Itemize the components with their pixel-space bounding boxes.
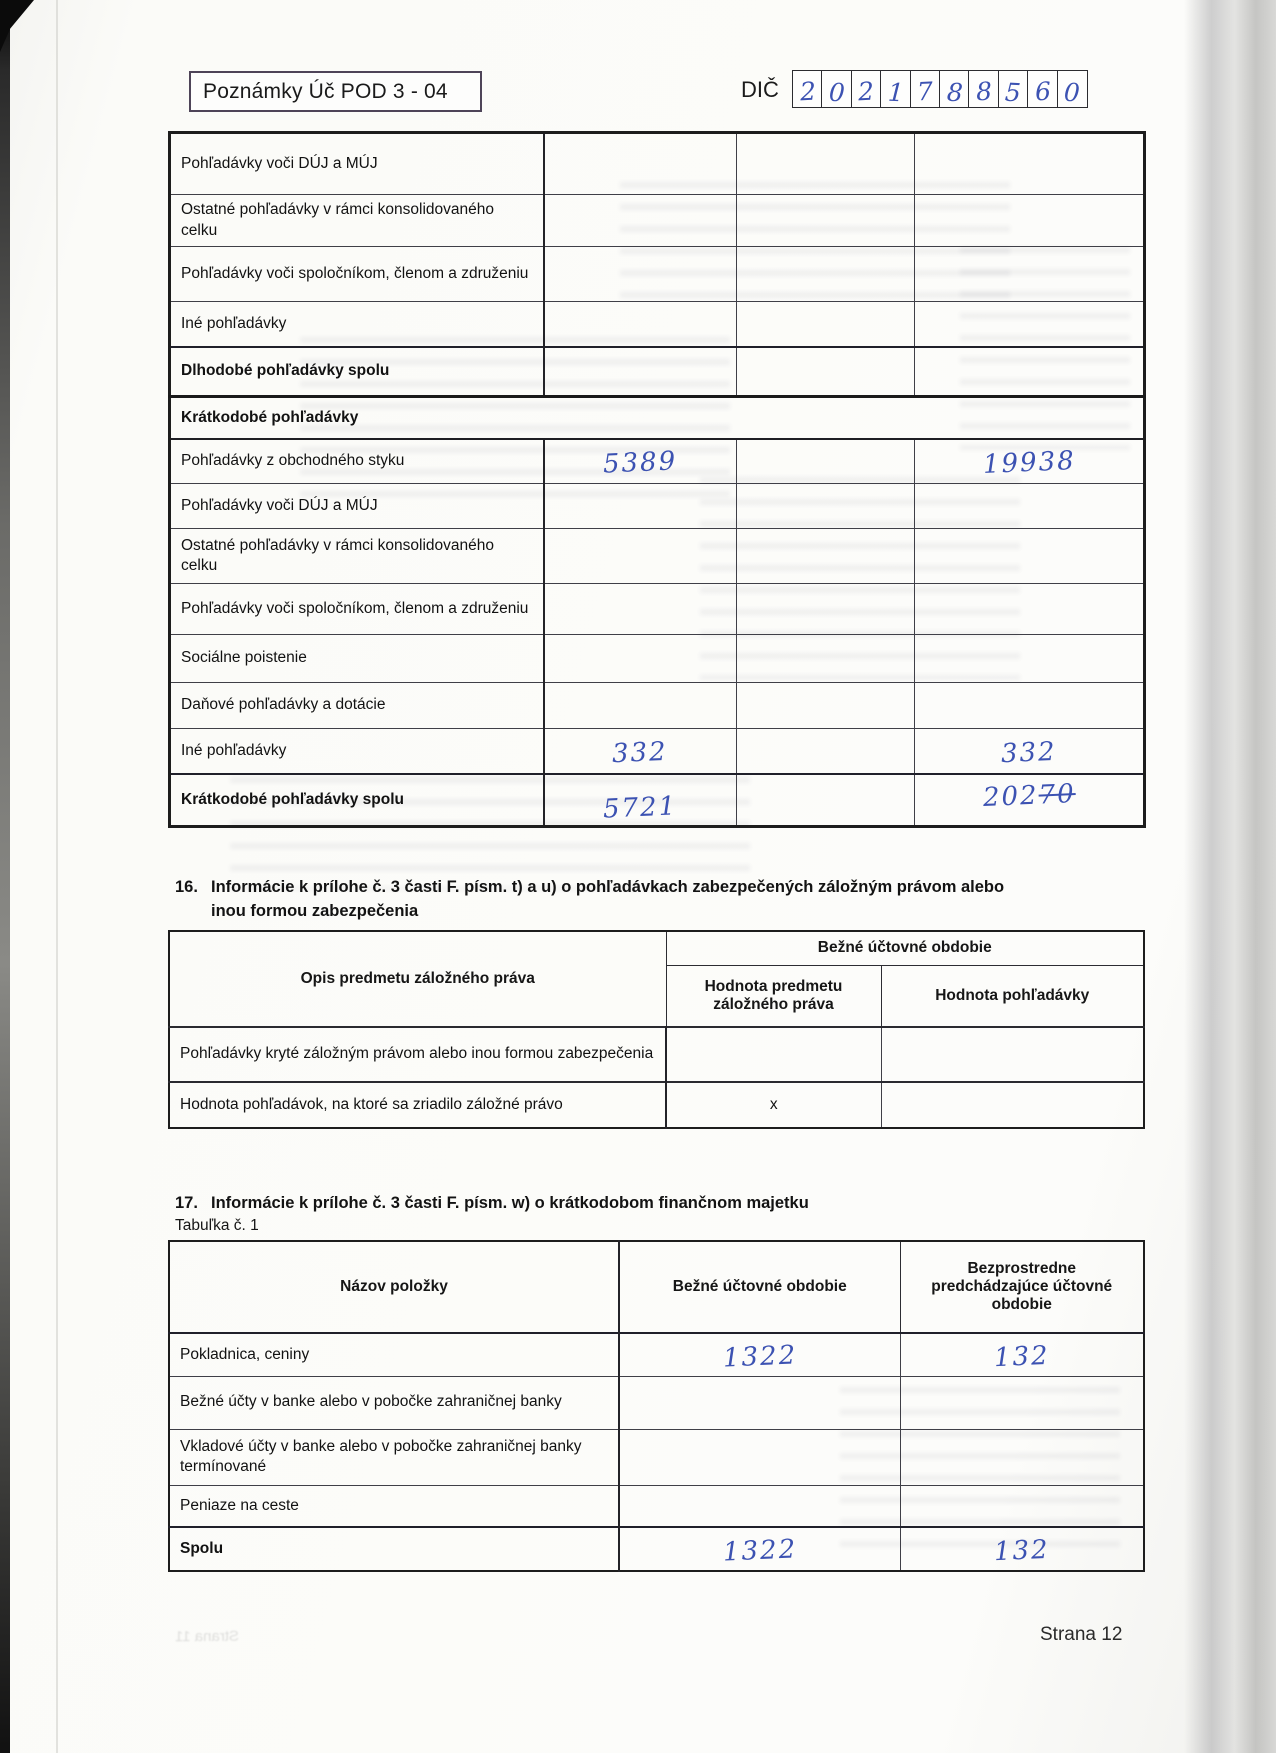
handwritten-value: 1322 xyxy=(722,1339,798,1374)
value-cell xyxy=(544,529,737,584)
value-cell xyxy=(915,584,1145,635)
value-cell xyxy=(737,347,915,397)
value-cell xyxy=(915,302,1145,347)
row-label-cell: Pohľadávky voči DÚJ a MÚJ xyxy=(170,133,544,195)
page-fold-line-artifact xyxy=(56,0,58,1753)
row-label-cell: Daňové pohľadávky a dotácie xyxy=(170,683,544,729)
row-label-cell: Pohľadávky z obchodného styku xyxy=(170,439,544,484)
row-label-cell: Ostatné pohľadávky v rámci konsolidovaného celku xyxy=(170,195,544,247)
dic-digit: 8 xyxy=(945,77,964,107)
value-cell xyxy=(619,1527,900,1571)
value-cell xyxy=(900,1527,1144,1571)
row-label-cell: Hodnota pohľadávok, na ktoré sa zriadilo záložné právo xyxy=(169,1082,666,1128)
value-cell xyxy=(915,484,1145,529)
value-cell xyxy=(915,635,1145,683)
row-label-cell: Bežné účty v banke alebo v pobočke zahraničnej banky xyxy=(169,1376,619,1429)
pledged-receivables-table xyxy=(168,930,1145,1129)
dic-cell xyxy=(851,70,882,108)
dic-cell xyxy=(880,70,911,108)
value-cell xyxy=(900,1485,1144,1527)
value-cell xyxy=(737,195,915,247)
dic-cell xyxy=(968,70,999,108)
handwritten-value-struck: 70 xyxy=(1037,778,1076,811)
dic-cell xyxy=(939,70,970,108)
dic-digit: 7 xyxy=(916,76,934,106)
value-cell xyxy=(544,302,737,347)
column-header: Názov položky xyxy=(169,1241,619,1333)
value-cell xyxy=(544,584,737,635)
dic-cell xyxy=(998,70,1029,108)
value-cell xyxy=(544,439,737,484)
row-label-cell: Ostatné pohľadávky v rámci konsolidovaného celku xyxy=(170,529,544,584)
receivables-table xyxy=(168,131,1146,828)
row-label-cell: Pokladnica, ceniny xyxy=(169,1333,619,1376)
handwritten-value: 332 xyxy=(1000,736,1058,769)
value-cell xyxy=(619,1376,900,1429)
row-label-cell: Krátkodobé pohľadávky spolu xyxy=(170,774,544,827)
value-cell xyxy=(915,683,1145,729)
section17-heading xyxy=(175,1192,1033,1216)
value-cell xyxy=(737,729,915,774)
value-cell xyxy=(544,247,737,302)
value-cell xyxy=(737,584,915,635)
value-cell: x xyxy=(666,1082,881,1128)
row-label-cell: Pohľadávky voči DÚJ a MÚJ xyxy=(170,484,544,529)
page-number: Strana 12 xyxy=(1040,1624,1123,1645)
value-cell xyxy=(915,529,1145,584)
row-label-cell: Spolu xyxy=(169,1527,619,1571)
column-header: Bežné účtovné obdobie xyxy=(619,1241,900,1333)
dic-digit: 0 xyxy=(1063,77,1081,107)
value-cell xyxy=(915,729,1145,774)
dic-cell xyxy=(910,70,941,108)
dic-digit: 2 xyxy=(798,76,817,106)
row-label-cell: Pohľadávky kryté záložným právom alebo inou formou zabezpečenia xyxy=(169,1027,666,1082)
section17-heading-text: Informácie k prílohe č. 3 časti F. písm. w) o krátkodobom finančnom majetku xyxy=(211,1194,809,1212)
handwritten-value: 132 xyxy=(993,1340,1051,1373)
dic-digit: 8 xyxy=(975,76,993,106)
dic-digit: 1 xyxy=(886,77,905,107)
value-cell xyxy=(737,635,915,683)
bleed-through-page-number: Strana 11 xyxy=(174,1627,240,1646)
column-header: Opis predmetu záložného práva xyxy=(169,931,666,1027)
form-title-box xyxy=(189,71,482,112)
value-cell xyxy=(544,635,737,683)
dic-digit: 2 xyxy=(857,76,876,106)
handwritten-value: 5721 xyxy=(602,790,678,825)
value-cell xyxy=(544,484,737,529)
row-label-cell: Pohľadávky voči spoločníkom, členom a združeniu xyxy=(170,584,544,635)
row-label-cell: Vkladové účty v banke alebo v pobočke zahraničnej banky termínované xyxy=(169,1429,619,1485)
handwritten-value: 1322 xyxy=(722,1534,798,1568)
value-cell xyxy=(915,133,1145,195)
dic-digit: 0 xyxy=(828,77,846,107)
value-cell xyxy=(619,1485,900,1527)
handwritten-value: 332 xyxy=(611,736,669,769)
section16-heading-text: Informácie k prílohe č. 3 časti F. písm. t) a u) o pohľadávkach zabezpečených záložným právom alebo inou formou zabezpečenia xyxy=(211,878,1005,920)
form-title: Poznámky Úč POD 3 - 04 xyxy=(203,79,448,103)
handwritten-value: 132 xyxy=(993,1534,1051,1568)
section16-heading xyxy=(175,876,1033,924)
dic-cell xyxy=(1027,70,1058,108)
handwritten-value: 202 xyxy=(982,780,1039,813)
value-cell xyxy=(915,439,1145,484)
value-cell xyxy=(737,247,915,302)
value-cell xyxy=(619,1429,900,1485)
dic-digit: 6 xyxy=(1034,76,1052,106)
value-cell xyxy=(900,1333,1144,1376)
value-cell xyxy=(544,774,737,827)
value-cell xyxy=(737,439,915,484)
value-cell xyxy=(666,1027,881,1082)
column-header: Hodnota pohľadávky xyxy=(881,965,1144,1027)
value-cell xyxy=(900,1376,1144,1429)
dic-cell xyxy=(792,70,823,108)
dic-cell xyxy=(821,70,852,108)
dic-digit: 5 xyxy=(1004,77,1022,107)
column-header: Hodnota predmetu záložného práva xyxy=(666,965,881,1027)
value-cell xyxy=(737,302,915,347)
value-cell xyxy=(544,683,737,729)
row-label-cell: Peniaze na ceste xyxy=(169,1485,619,1527)
page-edge-right-shadow xyxy=(1184,0,1276,1753)
value-cell xyxy=(881,1082,1144,1128)
dic-digit-grid xyxy=(792,70,1088,108)
handwritten-value: 5389 xyxy=(602,446,678,480)
handwritten-value: 19938 xyxy=(982,446,1076,481)
value-cell xyxy=(915,347,1145,397)
table-caption: Tabuľka č. 1 xyxy=(175,1217,259,1234)
section-row-label: Krátkodobé pohľadávky xyxy=(170,397,1145,439)
value-cell xyxy=(544,133,737,195)
value-cell xyxy=(544,195,737,247)
value-cell xyxy=(915,195,1145,247)
value-cell xyxy=(737,133,915,195)
value-cell xyxy=(737,683,915,729)
column-header: Bezprostredne predchádzajúce účtovné obdobie xyxy=(900,1241,1144,1333)
value-cell xyxy=(915,774,1145,827)
value-cell xyxy=(900,1429,1144,1485)
short-term-financial-assets-table xyxy=(168,1240,1145,1572)
section17-number: 17. xyxy=(175,1194,198,1212)
row-label-cell: Pohľadávky voči spoločníkom, členom a združeniu xyxy=(170,247,544,302)
value-cell xyxy=(737,774,915,827)
value-cell xyxy=(544,347,737,397)
period-header: Bežné účtovné obdobie xyxy=(666,931,1144,965)
value-cell xyxy=(881,1027,1144,1082)
row-label-cell: Sociálne poistenie xyxy=(170,635,544,683)
row-label-cell: Iné pohľadávky xyxy=(170,729,544,774)
dic-label: DIČ xyxy=(741,77,779,102)
page-edge-left-artifact xyxy=(0,0,10,1753)
value-cell xyxy=(619,1333,900,1376)
dic-cell xyxy=(1057,70,1088,108)
value-cell xyxy=(737,484,915,529)
value-cell xyxy=(915,247,1145,302)
value-cell xyxy=(737,529,915,584)
value-cell xyxy=(544,729,737,774)
section16-number: 16. xyxy=(175,878,198,896)
row-label-cell: Iné pohľadávky xyxy=(170,302,544,347)
row-label-cell: Dlhodobé pohľadávky spolu xyxy=(170,347,544,397)
